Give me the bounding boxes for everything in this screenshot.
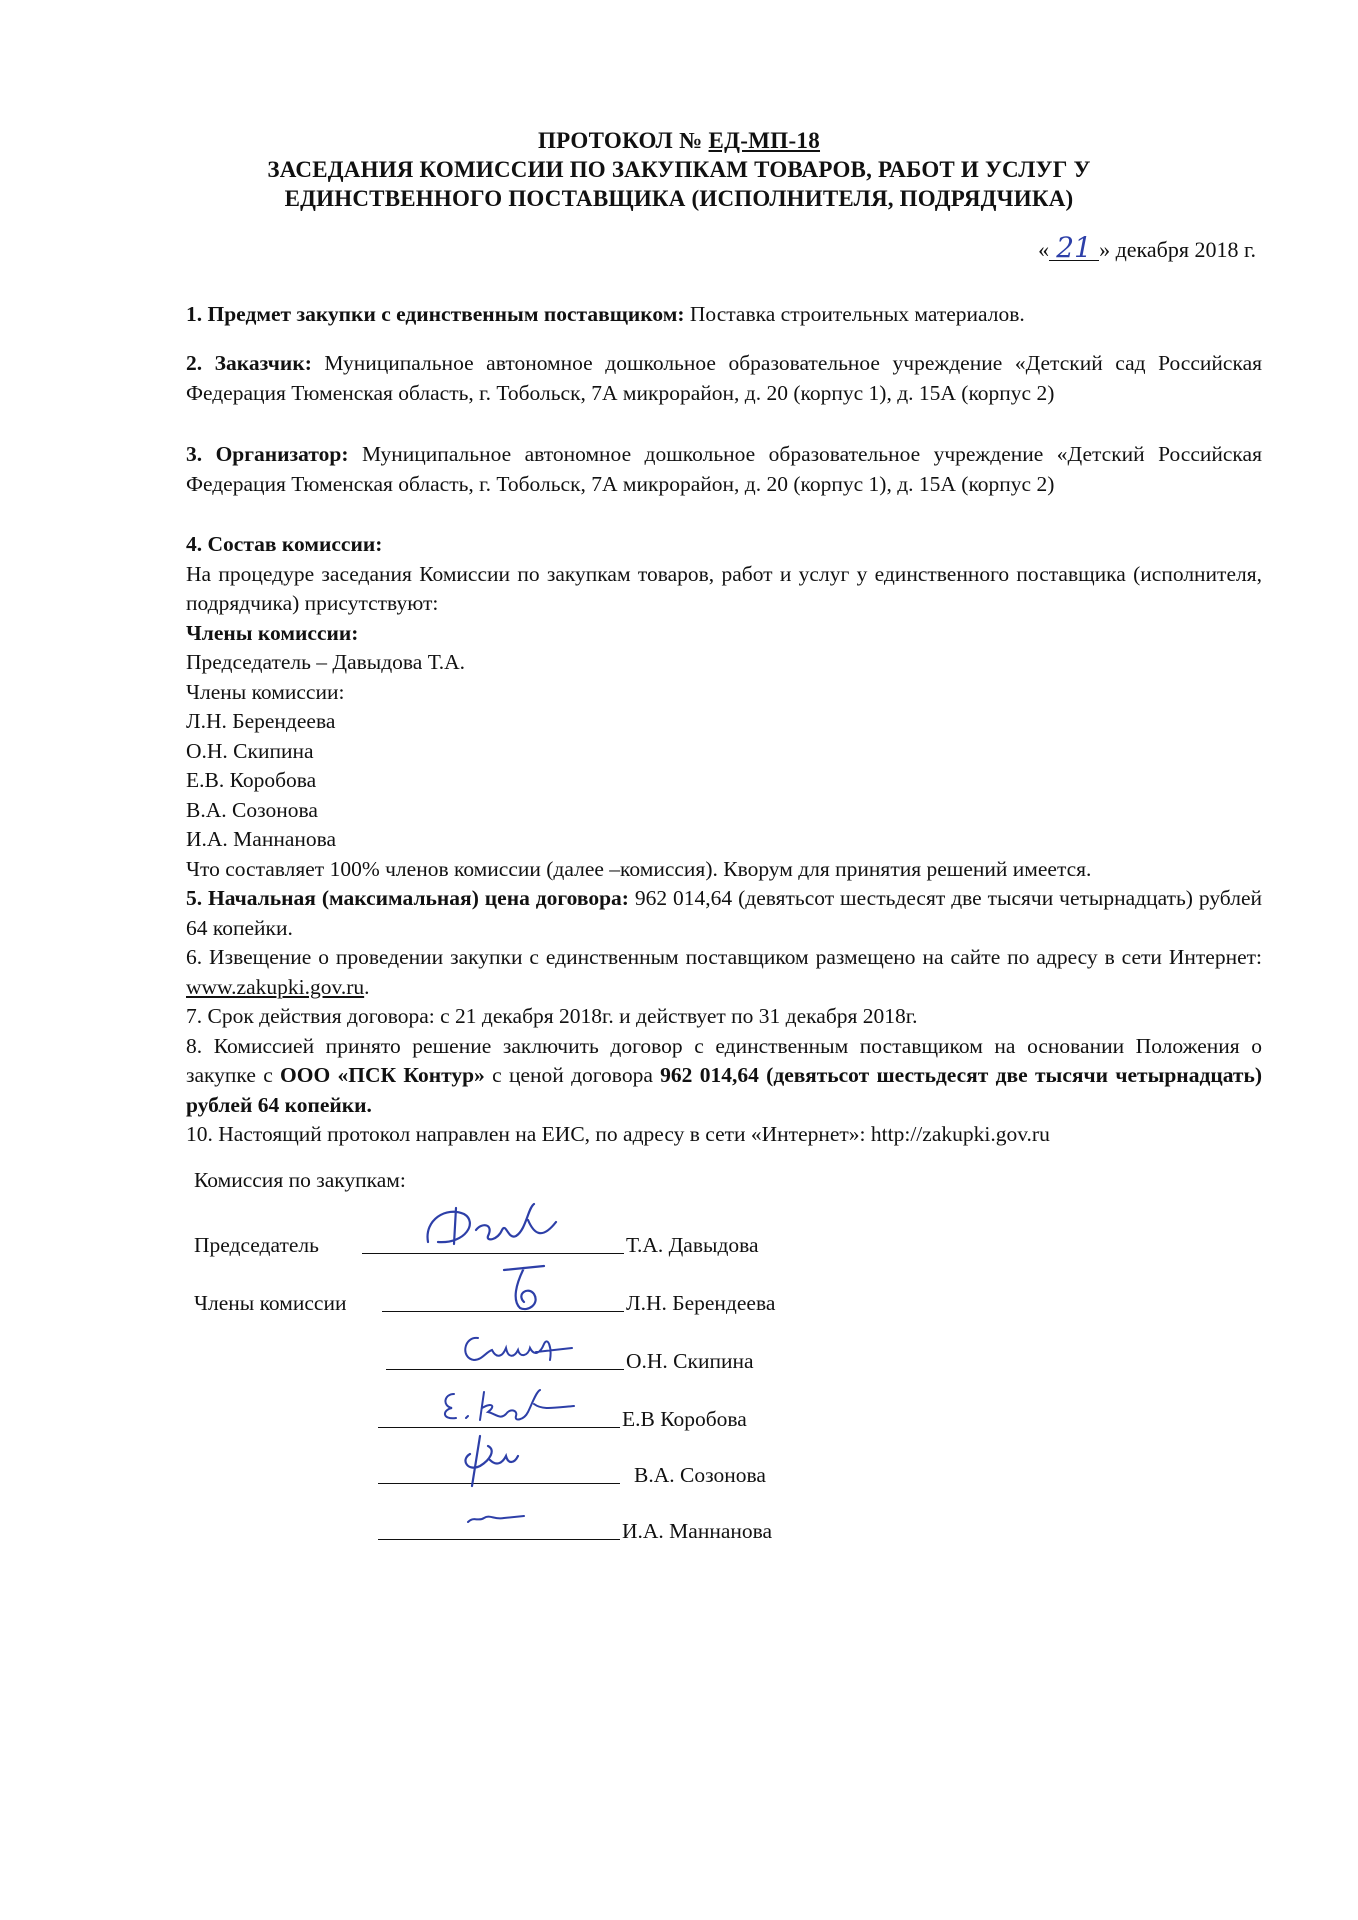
members-sign-label: Члены комиссии <box>194 1291 347 1315</box>
date-rest: » декабря 2018 г. <box>1099 237 1256 262</box>
signature-row-member <box>194 1392 814 1432</box>
member-item: О.Н. Скипина <box>186 738 314 763</box>
section-4 <box>186 530 1262 1150</box>
section-3-label: 3. Организатор: <box>186 442 349 466</box>
signatory-name: Т.А. Давыдова <box>626 1233 759 1257</box>
section-1-text: Поставка строительных материалов. <box>684 302 1025 326</box>
members-label: Члены комиссии: <box>186 679 345 704</box>
section-8-text-b: с ценой договора <box>484 1063 661 1087</box>
signature-row-member <box>194 1334 814 1374</box>
section-1 <box>186 300 1262 330</box>
chair-label: Председатель <box>194 1233 319 1257</box>
chair-line: Председатель – Давыдова Т.А. <box>186 650 465 674</box>
signatures-heading: Комиссия по закупкам: <box>194 1168 406 1192</box>
handwritten-signature-member <box>456 1330 586 1370</box>
section-4-label: 4. Состав комиссии: <box>186 532 383 556</box>
section-7-text: 7. Срок действия договора: с 21 декабря 2018г. и действует по 31 декабря 2018г. <box>186 1004 918 1028</box>
signatory-name: О.Н. Скипина <box>626 1349 754 1373</box>
protocol-date <box>1038 231 1256 264</box>
member-item: Л.Н. Берендеева <box>186 709 336 733</box>
section-4-text: На процедуре заседания Комиссии по закупкам товаров, работ и услуг у единственного поставщика (исполнителя, подрядчика) присутствуют: <box>186 561 1262 615</box>
quorum-line: Что составляет 100% членов комиссии (далее –комиссия). Кворум для принятия решений имеется. <box>186 856 1092 881</box>
handwritten-signature-member <box>494 1260 574 1320</box>
section-2-text: Муниципальное автономное дошкольное образовательное учреждение «Детский сад Российская Федерация Тюменская область, г. Тобольск, 7А микрорайон, д. 20 (корпус 1), д. 15А (корпус 2) <box>186 351 1262 405</box>
section-10-text: 10. Настоящий протокол направлен на ЕИС, по адресу в сети «Интернет»: http://zakupki.gov.ru <box>186 1122 1050 1146</box>
date-quote-open: « <box>1038 237 1050 262</box>
signature-row-member <box>194 1276 814 1316</box>
member-item: Е.В. Коробова <box>186 768 317 792</box>
protocol-subtitle-2: ЕДИНСТВЕННОГО ПОСТАВЩИКА (ИСПОЛНИТЕЛЯ, ПОДРЯДЧИКА) <box>284 186 1074 211</box>
member-item: В.А. Созонова <box>186 797 318 822</box>
section-5-label: 5. Начальная (максимальная) цена договора: <box>186 886 629 910</box>
protocol-subtitle-1: ЗАСЕДАНИЯ КОМИССИИ ПО ЗАКУПКАМ ТОВАРОВ, РАБОТ И УСЛУГ У <box>267 157 1091 182</box>
signatory-name: В.А. Созонова <box>634 1463 766 1487</box>
signatory-name: И.А. Маннанова <box>622 1519 773 1543</box>
section-6-end: . <box>364 974 370 999</box>
signature-row-member <box>194 1504 814 1544</box>
member-item: И.А. Маннанова <box>186 827 337 851</box>
section-2-label: 2. Заказчик: <box>186 351 312 375</box>
protocol-number: ЕД-МП-18 <box>708 128 821 153</box>
signatory-name: Е.В Коробова <box>622 1407 747 1431</box>
title-prefix: ПРОТОКОЛ № <box>537 128 703 153</box>
signatory-name: Л.Н. Берендеева <box>626 1291 776 1315</box>
signature-line <box>378 1539 620 1540</box>
signature-row-member <box>194 1448 814 1488</box>
section-3-text: Муниципальное автономное дошкольное образовательное учреждение «Детский Российская Федерация Тюменская область, г. Тобольск, 7А микрорайон, д. 20 (корпус 1), д. 15А (корпус 2) <box>186 442 1262 496</box>
handwritten-signature-member <box>434 1386 594 1430</box>
signature-row-chair <box>194 1218 814 1258</box>
section-2 <box>186 349 1262 408</box>
section-6-text: 6. Извещение о проведении закупки с единственным поставщиком размещено на сайте по адресу в сети Интернет: <box>186 945 1262 969</box>
zakupki-link[interactable]: www.zakupki.gov.ru <box>186 974 365 999</box>
section-8-text-a: 8. Комиссией принято решение заключить договор с единственным поставщиком на основании Положения о закупке с <box>186 1033 1262 1087</box>
protocol-title <box>0 128 1358 154</box>
members-heading: Члены комиссии: <box>186 620 359 645</box>
contract-price: 962 014,64 (девятьсот шестьдесят две тысячи четырнадцать) рублей 64 копейки. <box>186 1063 1262 1117</box>
section-5-text: 962 014,64 (девятьсот шестьдесят две тысячи четырнадцать) рублей 64 копейки. <box>186 886 1262 940</box>
handwritten-signature-chair <box>416 1200 586 1260</box>
handwritten-signature-member <box>450 1430 550 1492</box>
supplier-name: ООО «ПСК Контур» <box>280 1063 485 1087</box>
handwritten-signature-member <box>464 1508 544 1528</box>
section-1-label: 1. Предмет закупки с единственным поставщиком: <box>186 302 685 326</box>
date-day-handwritten: 21 <box>1049 236 1099 261</box>
section-3 <box>186 440 1262 499</box>
